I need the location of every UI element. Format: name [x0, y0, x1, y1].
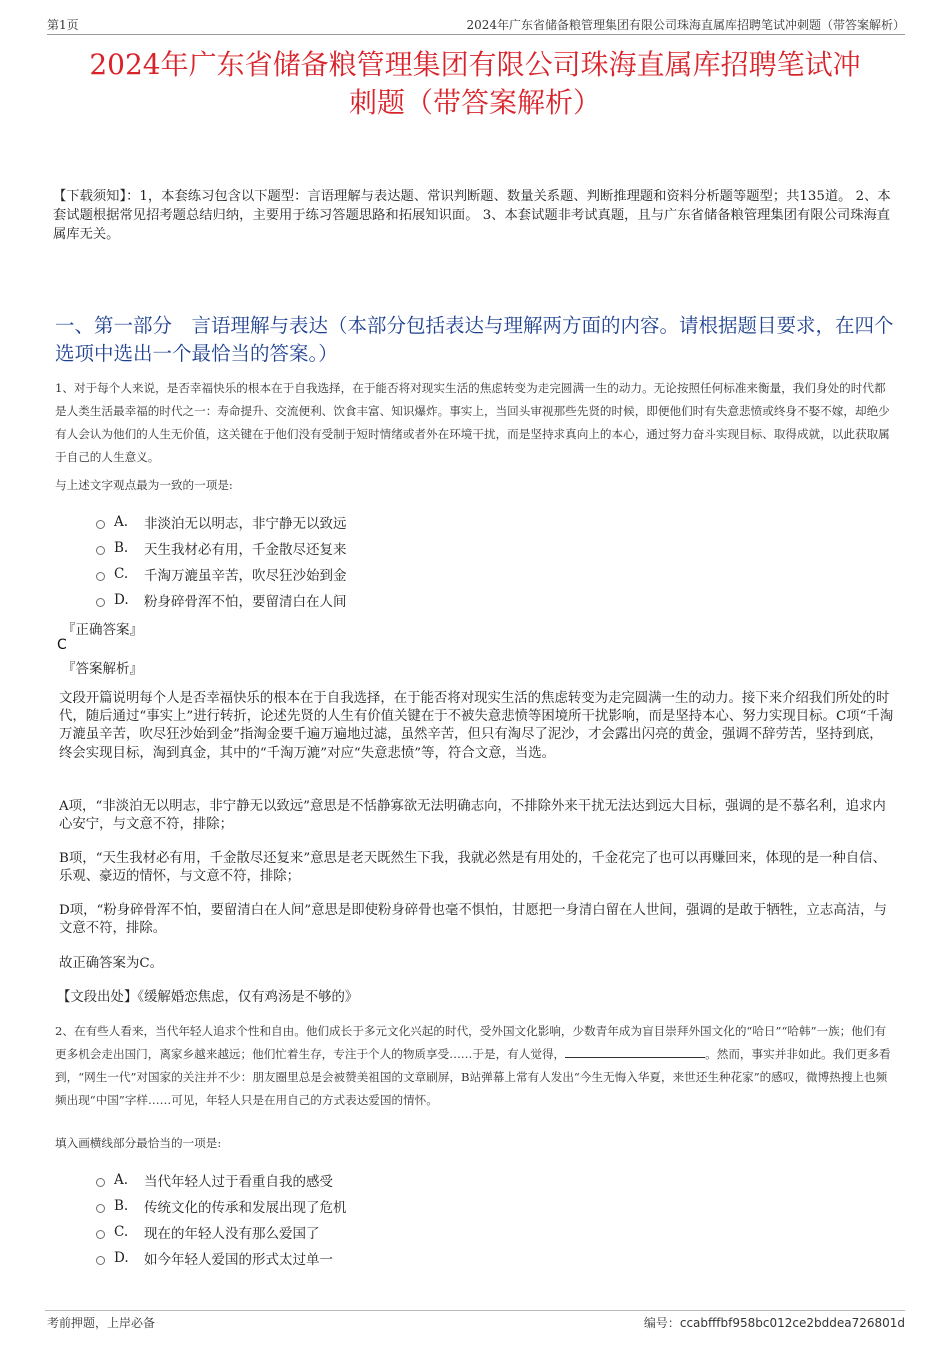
footer-divider: [45, 1310, 905, 1311]
page-header: [47, 14, 905, 35]
code-value: ccabfffbf958bc012ce2bddea726801d: [679, 1316, 905, 1330]
option-key: B.: [114, 1198, 129, 1214]
radio-icon[interactable]: [96, 572, 105, 581]
q1-options: [96, 509, 347, 613]
option-text: 当代年轻人过于看重自我的感受: [144, 1174, 333, 1190]
option-key: C.: [114, 566, 129, 582]
q2-stem-part2: 。然而，事实并非如此。我们更多看到，“网生一代”对国家的关注并不少：朋友圈里总是会被赞美祖国的文章刷屏，B站弹幕上常有人发出“今生无悔入华夏，来世还生种花家”的感叹，微博热搜上也频频出现“中国”字样……可见，年轻人只是在用自己的方式表达爱国的情怀。: [55, 1047, 891, 1107]
q2-option-d[interactable]: [96, 1245, 347, 1271]
option-text: 粉身碎骨浑不怕，要留清白在人间: [144, 594, 347, 610]
radio-icon[interactable]: [96, 598, 105, 607]
option-text: 现在的年轻人没有那么爱国了: [144, 1226, 320, 1242]
title-line-2: 刺题（带答案解析）: [348, 86, 601, 119]
header-doc-title: 2024年广东省储备粮管理集团有限公司珠海直属库招聘笔试冲刺题（带答案解析）: [466, 18, 905, 32]
q1-option-b[interactable]: [96, 535, 347, 561]
analysis-label: 『答案解析』: [62, 661, 143, 677]
fill-blank: [565, 1046, 705, 1058]
radio-icon[interactable]: [96, 1256, 105, 1265]
code-label: 编号：: [643, 1316, 680, 1330]
radio-icon[interactable]: [96, 1204, 105, 1213]
q1-option-c[interactable]: [96, 561, 347, 587]
q2-stem-part1: 2、在有些人看来，当代年轻人追求个性和自由。他们成长于多元文化兴起的时代，受外国文化影响，少数青年成为盲目崇拜外国文化的“哈日”“哈韩”一族；他们有更多机会走出国门，离家乡越来越远；他们忙着生存，专注于个人的物质享受……于是，有人觉得，: [55, 1024, 887, 1061]
q2-prompt: 填入画横线部分最恰当的一项是:: [55, 1136, 222, 1150]
download-notice: 【下载须知】：1，本套练习包含以下题型：言语理解与表达题、常识判断题、数量关系题、判断推理题和资料分析题等题型；共135道。 2、本套试题根据常见招考题总结归纳，主要用于练习答题思路和拓展知识面。 3、本套试题非考试真题，且与广东省储备粮管理集团有限公司珠海直属库无关。: [53, 189, 891, 242]
radio-icon[interactable]: [96, 1230, 105, 1239]
document-code: [644, 1314, 905, 1331]
option-text: 非淡泊无以明志，非宁静无以致远: [144, 516, 347, 532]
q2-option-c[interactable]: [96, 1219, 347, 1245]
option-key: D.: [114, 1250, 129, 1266]
option-text: 传统文化的传承和发展出现了危机: [144, 1200, 347, 1216]
correct-answer: C: [57, 637, 67, 653]
q1-prompt: 与上述文字观点最为一致的一项是:: [55, 478, 233, 492]
document-title: [45, 46, 905, 122]
option-key: A.: [114, 1172, 129, 1188]
q2-options: [96, 1167, 347, 1271]
title-line-1: 2024年广东省储备粮管理集团有限公司珠海直属库招聘笔试冲: [89, 48, 861, 81]
analysis-option-d: D项，“粉身碎骨浑不怕，要留清白在人间”意思是即使粉身碎骨也毫不惧怕，甘愿把一身清白留在人世间，强调的是敢于牺牲，立志高洁，与文意不符，排除。: [59, 903, 887, 937]
option-key: A.: [114, 514, 129, 530]
answer-label: 『正确答案』: [62, 622, 143, 638]
option-key: C.: [114, 1224, 129, 1240]
q1-stem: 1、对于每个人来说，是否幸福快乐的根本在于自我选择，在于能否将对现实生活的焦虑转变为走完圆满一生的动力。无论按照任何标准来衡量，我们身处的时代都是人类生活最幸福的时代之一：寿命提升、交流便利、饮食丰富、知识爆炸。事实上，当回头审视那些先贤的时候，即便他们时有失意悲愤或终身不娶不嫁，却绝少有人会认为他们的人生无价值，这关键在于他们没有受制于短时情绪或者外在环境干扰，而是坚持求真向上的本心，通过努力奋斗实现目标、取得成就，以此获取属于自己的人生意义。: [55, 381, 890, 464]
q1-option-d[interactable]: [96, 587, 347, 613]
q2-option-b[interactable]: [96, 1193, 347, 1219]
analysis-conclusion: 故正确答案为C。: [59, 956, 163, 971]
radio-icon[interactable]: [96, 520, 105, 529]
analysis-option-b: B项，“天生我材必有用，千金散尽还复来”意思是老天既然生下我，我就必然是有用处的，千金花完了也可以再赚回来，体现的是一种自信、乐观、豪迈的情怀，与文意不符，排除；: [59, 851, 886, 885]
option-key: D.: [114, 592, 129, 608]
q1-option-a[interactable]: [96, 509, 347, 535]
option-key: B.: [114, 540, 129, 556]
option-text: 如今年轻人爱国的形式太过单一: [144, 1252, 333, 1268]
option-text: 千淘万漉虽辛苦，吹尽狂沙始到金: [144, 568, 347, 584]
section-heading: 一、第一部分 言语理解与表达（本部分包括表达与理解两方面的内容。请根据题目要求，在四个选项中选出一个最恰当的答案。）: [55, 314, 894, 365]
q2-option-a[interactable]: [96, 1167, 347, 1193]
option-text: 天生我材必有用，千金散尽还复来: [144, 542, 347, 558]
passage-source: 【文段出处】《缓解婚恋焦虑，仅有鸡汤是不够的》: [57, 990, 359, 1005]
q2-stem: [55, 1020, 894, 1112]
page-number: 第1页: [47, 18, 79, 32]
footer-slogan: 考前押题，上岸必备: [47, 1316, 156, 1330]
analysis-paragraph: 文段开篇说明每个人是否幸福快乐的根本在于自我选择，在于能否将对现实生活的焦虑转变为走完圆满一生的动力。接下来介绍我们所处的时代，随后通过“事实上”进行转折，论述先贤的人生有价值关键在于不被失意悲愤等困境所干扰影响，而是坚持本心、努力实现目标。C项“千淘万漉虽辛苦，吹尽狂沙始到金”指淘金要千遍万遍地过滤，虽然辛苦，但只有淘尽了泥沙，才会露出闪亮的黄金，强调不辞劳苦，坚持到底，终会实现目标，淘到真金，其中的“千淘万漉”对应“失意悲愤”等，符合文意，当选。: [59, 691, 894, 761]
analysis-option-a: A项，“非淡泊无以明志，非宁静无以致远”意思是不恬静寡欲无法明确志向，不排除外来干扰无法达到远大目标，强调的是不慕名利，追求内心安宁，与文意不符，排除；: [59, 799, 886, 833]
radio-icon[interactable]: [96, 1178, 105, 1187]
radio-icon[interactable]: [96, 546, 105, 555]
